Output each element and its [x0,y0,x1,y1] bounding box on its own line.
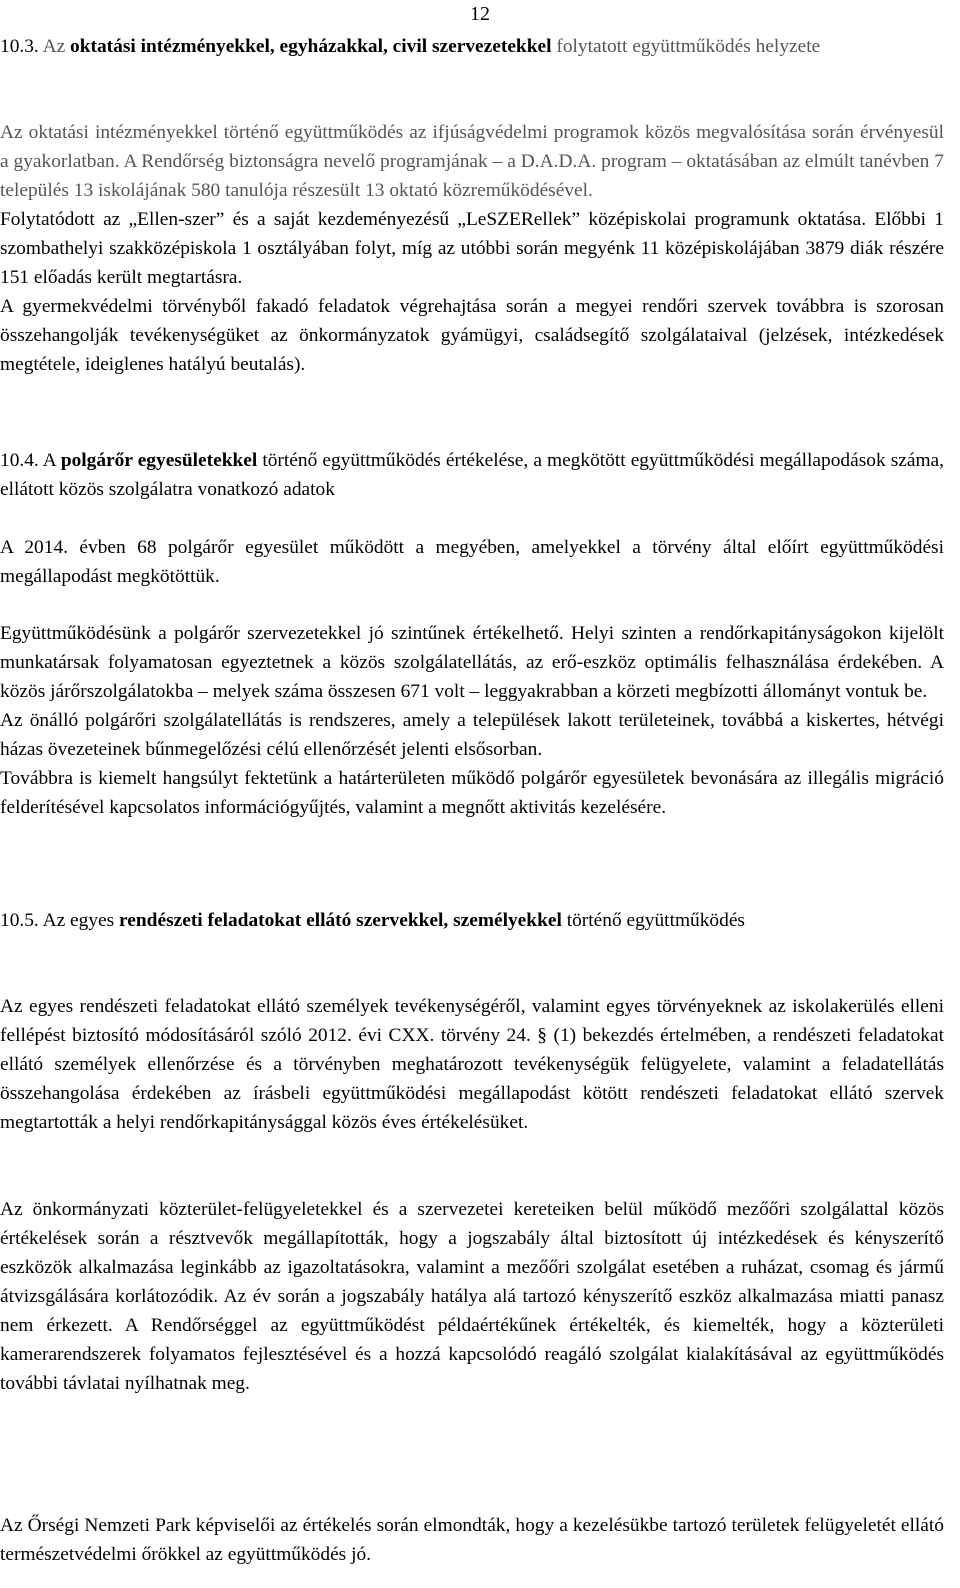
heading-suffix: történő együttműködés [566,910,745,931]
heading-prefix: Az [42,36,66,57]
heading-number: 10.3. [0,36,39,57]
section-body-10-4 [0,619,944,822]
paragraph: Továbbra is kiemelt hangsúlyt fektetünk a határterületen működő polgárőr egyesületek bevonására az illegális migráció felderítésével kapcsolatos információgyűjtés, valamint a megnőtt aktivitás kezelésére. [0,768,944,818]
heading-bold: polgárőr egyesületekkel [60,450,258,471]
heading-prefix: A [42,450,56,471]
heading-suffix: történő együttműködés értékelése, a megkötött együttműködési megállapodások száma, ellátott közös szolgálatra vonatkozó adatok [0,450,945,500]
page-number: 12 [470,3,490,25]
heading-suffix: folytatott együttműködés helyzete [556,36,821,57]
paragraph: A gyermekvédelmi törvényből fakadó feladatok végrehajtása során a megyei rendőri szervek továbbra is szorosan összehangolják tevékenységüket az önkormányzatok gyámügyi, családsegítő szolgálataival (jelzések, intézkedések megtétele, ideiglenes hatályú beutalás). [0,296,944,375]
section-heading-10-3 [0,32,944,61]
paragraph: A 2014. évben 68 polgárőr egyesület működött a megyében, amelyekkel a törvény által előírt együttműködési megállapodást megkötöttük. [0,537,944,587]
paragraph: Az önálló polgárőri szolgálatellátás is rendszeres, amely a települések lakott területeinek, továbbá a kiskertes, hétvégi házas övezeteinek bűnmegelőzési célú ellenőrzését jelenti elsősorban. [0,710,944,760]
heading-number: 10.5. [0,910,39,931]
paragraph: Az oktatási intézményekkel történő együttműködés az ifjúságvédelmi programok közös megvalósítása során érvényesül a gyakorlatban. A Rendőrség biztonságra nevelő programjának – a D.A.D.A. program – oktatásában az elmúlt tanévben 7 település 13 iskolájának 580 tanulója részesült 13 oktató közreműködésével. [0,122,944,201]
paragraph: Folytatódott az „Ellen-szer” és a saját kezdeményezésű „LeSZERellek” középiskolai programunk oktatása. Előbbi 1 szombathelyi szakközépiskola 1 osztályában folyt, míg az utóbbi során megyénk 11 középiskolájában 3879 diák részére 151 előadás került megtartásra. [0,209,944,288]
section-body-10-3 [0,118,944,379]
paragraph: Az egyes rendészeti feladatokat ellátó személyek tevékenységéről, valamint egyes törvényeknek az iskolakerülés elleni fellépést biztosító módosításáról szóló 2012. évi CXX. törvény 24. § (1) bekezdés értelmében, a rendészeti feladatokat ellátó személyek ellenőrzése és a törvényben meghatározott tevékenységük felügyelete, valamint a feladatellátás összehangolása érdekében az írásbeli együttműködési megállapodást kötött rendészeti feladatokat ellátó szervek megtartották a helyi rendőrkapitánysággal közös éves értékelésüket. [0,996,944,1133]
section-heading-10-5 [0,906,944,935]
heading-bold: rendészeti feladatokat ellátó szervekkel, személyekkel [119,910,562,931]
heading-number: 10.4. [0,450,39,471]
paragraph: Az önkormányzati közterület-felügyeletekkel és a szervezetei kereteiken belül működő mezőőri szolgálattal közös értékelések során a résztvevők megállapították, hogy a jogszabály által biztosított új intézkedések és kényszerítő eszközök alkalmazása leginkább az igazoltatásokra, valamint a mezőőri szolgálat esetében a ruházat, csomag és jármű átvizsgálására korlátozódik. Az év során a jogszabály hatálya alá tartozó kényszerítő eszköz alkalmazása miatti panasz nem érkezett. A Rendőrséggel az együttműködést példaértékűnek értékelték, és kiemelték, hogy a közterületi kamerarendszerek folyamatos fejlesztésével és a hozzá kapcsolódó reagáló szolgálat kialakításával az együttműködés további távlatai nyílhatnak meg. [0,1199,944,1394]
section-heading-10-4 [0,446,944,504]
paragraph: Együttműködésünk a polgárőr szervezetekkel jó szintűnek értékelhető. Helyi szinten a rendőrkapitányságokon kijelölt munkatársak folyamatosan egyeztetnek a közös szolgálatellátás, az erő-eszköz optimális felhasználása érdekében. A közös járőrszolgálatokba – melyek száma összesen 671 volt – leggyakrabban a körzeti megbízotti állományt vontuk be. [0,623,944,702]
heading-prefix: Az egyes [42,910,115,931]
heading-bold: oktatási intézményekkel, egyházakkal, civil szervezetekkel [70,36,552,57]
paragraph: Az Őrségi Nemzeti Park képviselői az értékelés során elmondták, hogy a kezelésükbe tartozó területek felügyeletét ellátó természetvédelmi őrökkel az együttműködés jó. [0,1515,944,1565]
